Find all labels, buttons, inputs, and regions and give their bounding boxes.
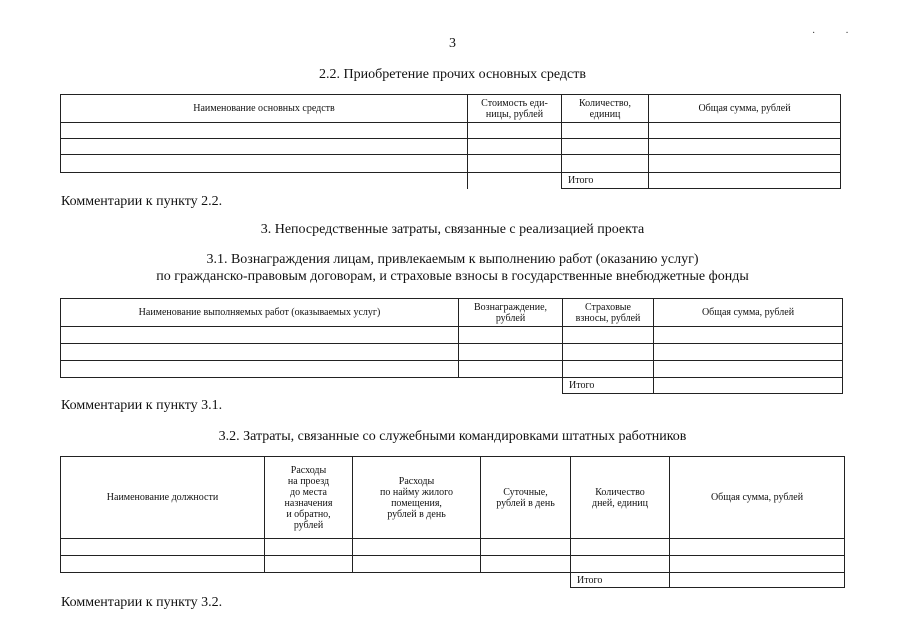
input-cell[interactable] [654,361,843,378]
header-text: Вознаграждение, рублей [473,301,548,324]
total-row [61,573,845,588]
input-cell[interactable] [571,556,670,573]
section-3-1-title-line1: 3.1. Вознаграждения лицам, привлекаемым к выполнению работ (оказанию услуг) [206,252,699,267]
total-label: Итого [562,173,649,189]
total-label: Итого [571,573,670,588]
table-2-2 [60,94,841,189]
input-cell[interactable] [563,344,654,361]
table-row [61,139,841,155]
total-row [61,378,843,394]
input-cell[interactable] [481,556,571,573]
total-value-cell[interactable] [654,378,843,394]
section-3-1-title-line2: по гражданско-правовым договорам, и страховые взносы в государственные внебюджетные фонды [156,269,749,284]
input-cell[interactable] [654,344,843,361]
scan-specks: ·​· [812,28,879,39]
comment-3-1: Комментарии к пункту 3.1. [61,398,223,413]
input-cell[interactable] [562,155,649,173]
input-cell[interactable] [562,139,649,155]
total-value-cell[interactable] [670,573,845,588]
input-cell[interactable] [265,556,353,573]
table-row [61,361,843,378]
table-header-row [61,457,845,539]
empty-cell [61,378,459,394]
comment-2-2: Комментарии к пункту 2.2. [61,194,223,209]
table-row [61,123,841,139]
header-cell: Наименование основных средств [61,95,468,123]
input-cell[interactable] [649,139,841,155]
input-cell[interactable] [459,361,563,378]
table-row [61,155,841,173]
table-row [61,539,845,556]
input-cell[interactable] [563,327,654,344]
header-cell [468,95,562,123]
header-cell [481,457,571,539]
header-cell: Наименование выполняемых работ (оказываемых услуг) [61,299,459,327]
header-cell: Общая сумма, рублей [654,299,843,327]
total-value-cell[interactable] [649,173,841,189]
header-cell: Общая сумма, рублей [649,95,841,123]
total-row [61,173,841,189]
input-cell[interactable] [468,139,562,155]
header-text: Страховые взносы, рублей [575,301,641,324]
input-cell[interactable] [61,123,468,139]
empty-cell [61,173,468,189]
input-cell[interactable] [563,361,654,378]
table-header-row [61,95,841,123]
header-text: Расходы на проезд до места назначения и обратно, рублей [284,464,333,531]
header-text: Количество дней, единиц [591,486,649,509]
input-cell[interactable] [459,327,563,344]
input-cell[interactable] [61,155,468,173]
input-cell[interactable] [468,123,562,139]
total-label: Итого [563,378,654,394]
header-cell [265,457,353,539]
input-cell[interactable] [353,556,481,573]
input-cell[interactable] [61,361,459,378]
header-cell [563,299,654,327]
empty-cell [481,573,571,588]
header-text: Суточные, рублей в день [496,486,555,509]
input-cell[interactable] [670,556,845,573]
header-cell [571,457,670,539]
table-row [61,344,843,361]
input-cell[interactable] [670,539,845,556]
section-3-2-title: 3.2. Затраты, связанные со служебными командировками штатных работников [218,429,687,444]
input-cell[interactable] [649,155,841,173]
input-cell[interactable] [562,123,649,139]
input-cell[interactable] [459,344,563,361]
input-cell[interactable] [61,344,459,361]
header-cell [459,299,563,327]
section-2-2-title: 2.2. Приобретение прочих основных средств [318,67,586,82]
input-cell[interactable] [571,539,670,556]
header-cell: Общая сумма, рублей [670,457,845,539]
empty-cell [61,573,265,588]
input-cell[interactable] [468,155,562,173]
header-cell: Наименование должности [61,457,265,539]
input-cell[interactable] [61,556,265,573]
page-number: 3 [449,36,456,51]
input-cell[interactable] [481,539,571,556]
input-cell[interactable] [61,539,265,556]
empty-cell [353,573,481,588]
header-text: Расходы по найму жилого помещения, рублей в день [380,475,453,520]
header-text: Стоимость еди- ницы, рублей [481,97,548,120]
input-cell[interactable] [353,539,481,556]
header-cell [353,457,481,539]
header-text: Количество, единиц [578,97,632,120]
input-cell[interactable] [61,139,468,155]
table-header-row [61,299,843,327]
section-3-title: 3. Непосредственные затраты, связанные с реализацией проекта [260,222,645,237]
empty-cell [468,173,562,189]
table-row [61,327,843,344]
header-cell [562,95,649,123]
input-cell[interactable] [61,327,459,344]
table-3-2 [60,456,845,588]
input-cell[interactable] [649,123,841,139]
comment-3-2: Комментарии к пункту 3.2. [61,595,223,610]
input-cell[interactable] [654,327,843,344]
table-row [61,556,845,573]
table-3-1 [60,298,843,394]
empty-cell [265,573,353,588]
input-cell[interactable] [265,539,353,556]
empty-cell [459,378,563,394]
